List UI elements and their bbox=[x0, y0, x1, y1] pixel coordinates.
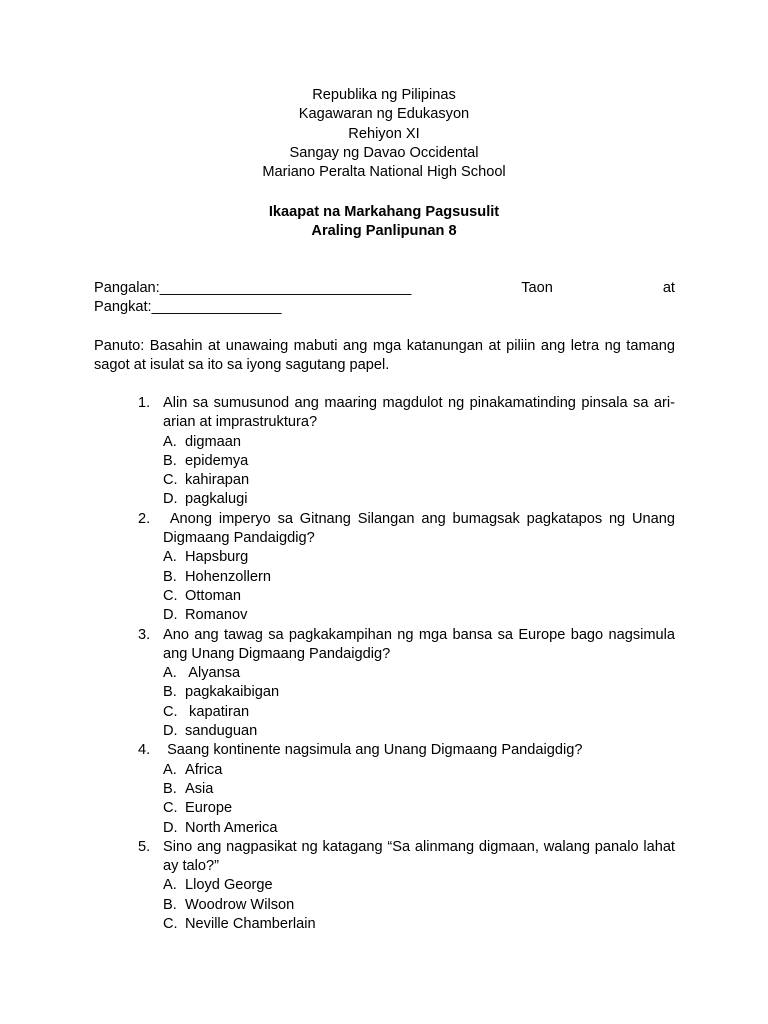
choice-letter: B. bbox=[163, 896, 177, 913]
choice-letter: B. bbox=[163, 568, 177, 585]
choice-text: kapatiran bbox=[185, 703, 250, 720]
pangkat-field: Pangkat:________________ bbox=[94, 299, 282, 316]
choice-letter: D. bbox=[163, 607, 178, 624]
answer-choice bbox=[163, 471, 675, 490]
choice-letter: A. bbox=[163, 761, 177, 778]
choice-letter: C. bbox=[163, 703, 178, 720]
choice-letter: D. bbox=[163, 491, 178, 508]
subject-title: Araling Panlipunan 8 bbox=[311, 223, 457, 240]
question-number: 1. bbox=[138, 395, 151, 411]
question-item bbox=[94, 510, 680, 626]
choice-text: Africa bbox=[185, 761, 223, 778]
instructions: Panuto: Basahin at unawaing mabuti ang mga katanungan at piliin ang letra ng tamang sagot at isulat sa ito sa iyong sagutang papel. bbox=[94, 338, 675, 374]
choice-text: North America bbox=[185, 819, 278, 836]
choice-letter: C. bbox=[163, 800, 178, 817]
choice-text: Romanov bbox=[185, 607, 248, 624]
question-number: 3. bbox=[138, 626, 151, 643]
choice-text: Woodrow Wilson bbox=[185, 896, 295, 913]
question-number: 2. bbox=[138, 510, 151, 527]
choice-letter: B. bbox=[163, 684, 177, 701]
header-school: Mariano Peralta National High School bbox=[262, 164, 506, 181]
choice-letter: B. bbox=[163, 780, 177, 797]
choice-letter: D. bbox=[163, 819, 178, 836]
header-republic: Republika ng Pilipinas bbox=[312, 87, 456, 103]
header-department: Kagawaran ng Edukasyon bbox=[298, 106, 470, 123]
answer-choice bbox=[163, 876, 675, 895]
document-header bbox=[0, 86, 768, 182]
answer-choice bbox=[163, 915, 675, 934]
choice-letter: C. bbox=[163, 916, 178, 933]
choice-letter: B. bbox=[163, 452, 177, 469]
answer-choice bbox=[163, 664, 675, 683]
student-info-block bbox=[94, 279, 675, 318]
choice-text: Hohenzollern bbox=[185, 568, 271, 585]
question-number: 4. bbox=[138, 742, 151, 759]
choice-letter: A. bbox=[163, 549, 177, 566]
choice-text: pagkakaibigan bbox=[185, 684, 280, 701]
question-list bbox=[94, 394, 680, 934]
question-item bbox=[94, 394, 675, 510]
choice-text: kahirapan bbox=[185, 472, 250, 489]
answer-choice bbox=[163, 780, 675, 799]
question-item bbox=[94, 838, 680, 934]
answer-choice bbox=[163, 761, 675, 780]
question-item bbox=[94, 626, 680, 742]
question-text: Ano ang tawag sa pagkakampihan ng mga bansa sa Europe bago nagsimula ang Unang Digmaang Pandaigdig? bbox=[163, 626, 680, 662]
choice-text: sanduguan bbox=[185, 723, 258, 740]
answer-choice bbox=[163, 548, 675, 567]
choice-letter: D. bbox=[163, 723, 178, 740]
answer-choice bbox=[163, 433, 675, 452]
answer-choice bbox=[163, 819, 675, 838]
choice-letter: C. bbox=[163, 472, 178, 489]
choice-text: Ottoman bbox=[185, 587, 241, 604]
question-text: Alin sa sumusunod ang maaring magdulot ng pinakamatinding pinsala sa ari-arian at imprastruktura? bbox=[163, 395, 675, 431]
header-division: Sangay ng Davao Occidental bbox=[289, 144, 479, 161]
choice-text: Lloyd George bbox=[185, 877, 273, 894]
choice-text: Alyansa bbox=[185, 665, 241, 682]
answer-choice bbox=[163, 703, 675, 722]
choice-text: Asia bbox=[185, 780, 214, 797]
answer-choice bbox=[163, 683, 675, 702]
answer-choice bbox=[163, 568, 675, 587]
choice-text: Neville Chamberlain bbox=[185, 916, 316, 933]
header-region: Rehiyon XI bbox=[348, 125, 420, 142]
answer-choice bbox=[163, 896, 675, 915]
choice-text: Europe bbox=[185, 800, 233, 817]
choice-letter: A. bbox=[163, 665, 177, 682]
exam-title: Ikaapat na Markahang Pagsusulit bbox=[268, 204, 500, 220]
at-label: at bbox=[662, 280, 675, 296]
question-text: Saang kontinente nagsimula ang Unang Digmaang Pandaigdig? bbox=[163, 742, 583, 759]
answer-choice bbox=[163, 606, 675, 625]
answer-choice bbox=[163, 587, 675, 606]
choice-letter: A. bbox=[163, 433, 177, 450]
pangalan-field: Pangalan:_______________________________ bbox=[94, 280, 412, 296]
choice-text: digmaan bbox=[185, 433, 241, 450]
question-text: Anong imperyo sa Gitnang Silangan ang bumagsak pagkatapos ng Unang Digmaang Pandaigdig? bbox=[163, 510, 680, 547]
choice-text: pagkalugi bbox=[185, 491, 248, 508]
question-number: 5. bbox=[138, 838, 151, 855]
answer-choice bbox=[163, 799, 675, 818]
question-text: Sino ang nagpasikat ng katagang “Sa alinmang digmaan, walang panalo lahat ay talo?” bbox=[163, 838, 680, 875]
answer-choice bbox=[163, 722, 675, 741]
choice-text: Hapsburg bbox=[185, 549, 249, 566]
answer-choice bbox=[163, 490, 675, 509]
choice-letter: A. bbox=[163, 877, 177, 894]
choice-text: epidemya bbox=[185, 452, 249, 469]
exam-titles bbox=[0, 203, 768, 242]
taon-label: Taon bbox=[521, 280, 553, 296]
choice-letter: C. bbox=[163, 587, 178, 604]
question-item bbox=[94, 741, 675, 837]
answer-choice bbox=[163, 452, 675, 471]
